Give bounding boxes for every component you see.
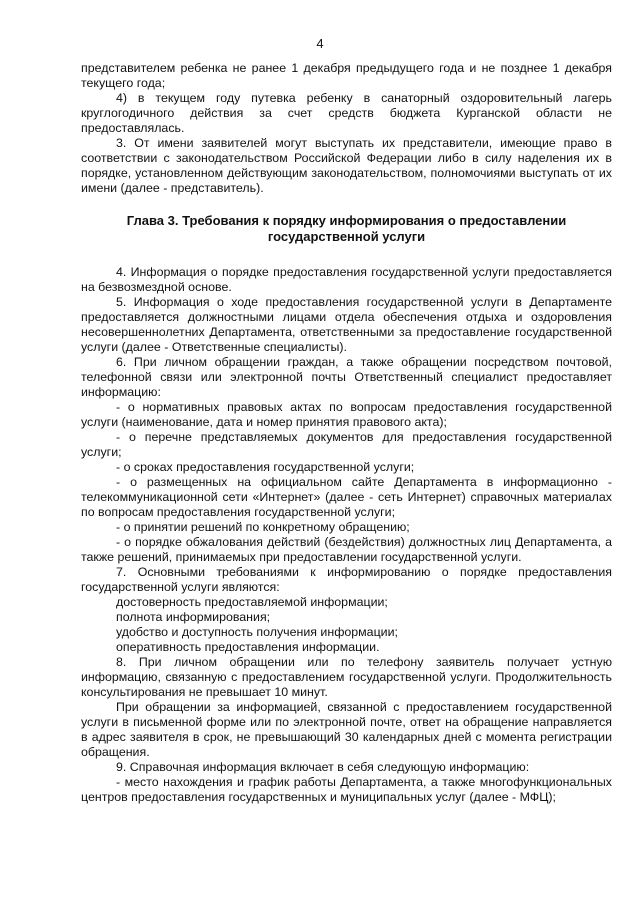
list-item: - о нормативных правовых актах по вопросам предоставления государственной услуги (наименование, дата и номер принятия правового акта); [81,400,612,429]
list-item: достоверность предоставляемой информации; [116,595,388,609]
paragraph: При обращении за информацией, связанной с предоставлением государственной услуги в письменной форме или по электронной почте, ответ на обращение направляется в адрес заявителя в срок, не превышающий 30 календарных дней с момента регистрации обращения. [81,700,612,759]
paragraph: представителем ребенка не ранее 1 декабря предыдущего года и не позднее 1 декабря текущего года; [81,61,612,90]
paragraph: 4. Информация о порядке предоставления государственной услуги предоставляется на безвозмездной основе. [81,265,612,294]
list-item: - о принятии решений по конкретному обращению; [116,520,410,534]
paragraph: 4) в текущем году путевка ребенку в санаторный оздоровительный лагерь круглогодичного действия за счет средств бюджета Курганской области не предоставлялась. [81,91,612,135]
list-item: - о порядке обжалования действий (бездействия) должностных лиц Департамента, а также решений, принимаемых при предоставлении государственной услуги. [81,535,612,564]
list-item: - о размещенных на официальном сайте Департамента в информационно - телекоммуникационной сети «Интернет» (далее - сеть Интернет) справочных материалах по вопросам предоставления государственной услуги; [81,475,612,519]
list-item: удобство и доступность получения информации; [116,625,398,639]
paragraph: 9. Справочная информация включает в себя следующую информацию: [116,760,530,774]
document-body [81,61,612,805]
list-item: полнота информирования; [116,610,271,624]
chapter-heading: Глава 3. Требования к порядку информирования о предоставлении государственной услуги [126,213,567,244]
paragraph: 6. При личном обращении граждан, а также обращении посредством почтовой, телефонной связи или электронной почты Ответственный специалист предоставляет информацию: [81,355,612,399]
paragraph: 8. При личном обращении или по телефону заявитель получает устную информацию, связанную с предоставлением государственной услуги. Продолжительность консультирования не превышает 10 минут. [81,655,612,699]
list-item: оперативность предоставления информации. [116,640,380,654]
paragraph: 3. От имени заявителей могут выступать их представители, имеющие право в соответствии с законодательством Российской Федерации либо в силу наделения их в порядке, установленном действующим законодательством, полномочиями выступать от их имени (далее - представитель). [81,136,612,195]
list-item: - о сроках предоставления государственной услуги; [116,460,415,474]
paragraph: 5. Информация о ходе предоставления государственной услуги в Департаменте предоставляется должностными лицами отдела обеспечения отдыха и оздоровления несовершеннолетних Департамента, ответственными за предоставление государственной услуги (далее - Ответственные специалисты). [81,295,612,354]
list-item: - место нахождения и график работы Департамента, а также многофункциональных центров предоставления государственных и муниципальных услуг (далее - МФЦ); [81,775,612,804]
paragraph: 7. Основными требованиями к информированию о порядке предоставления государственной услуги являются: [81,565,612,594]
page-number: 4 [316,36,324,51]
list-item: - о перечне представляемых документов для предоставления государственной услуги; [81,430,612,459]
